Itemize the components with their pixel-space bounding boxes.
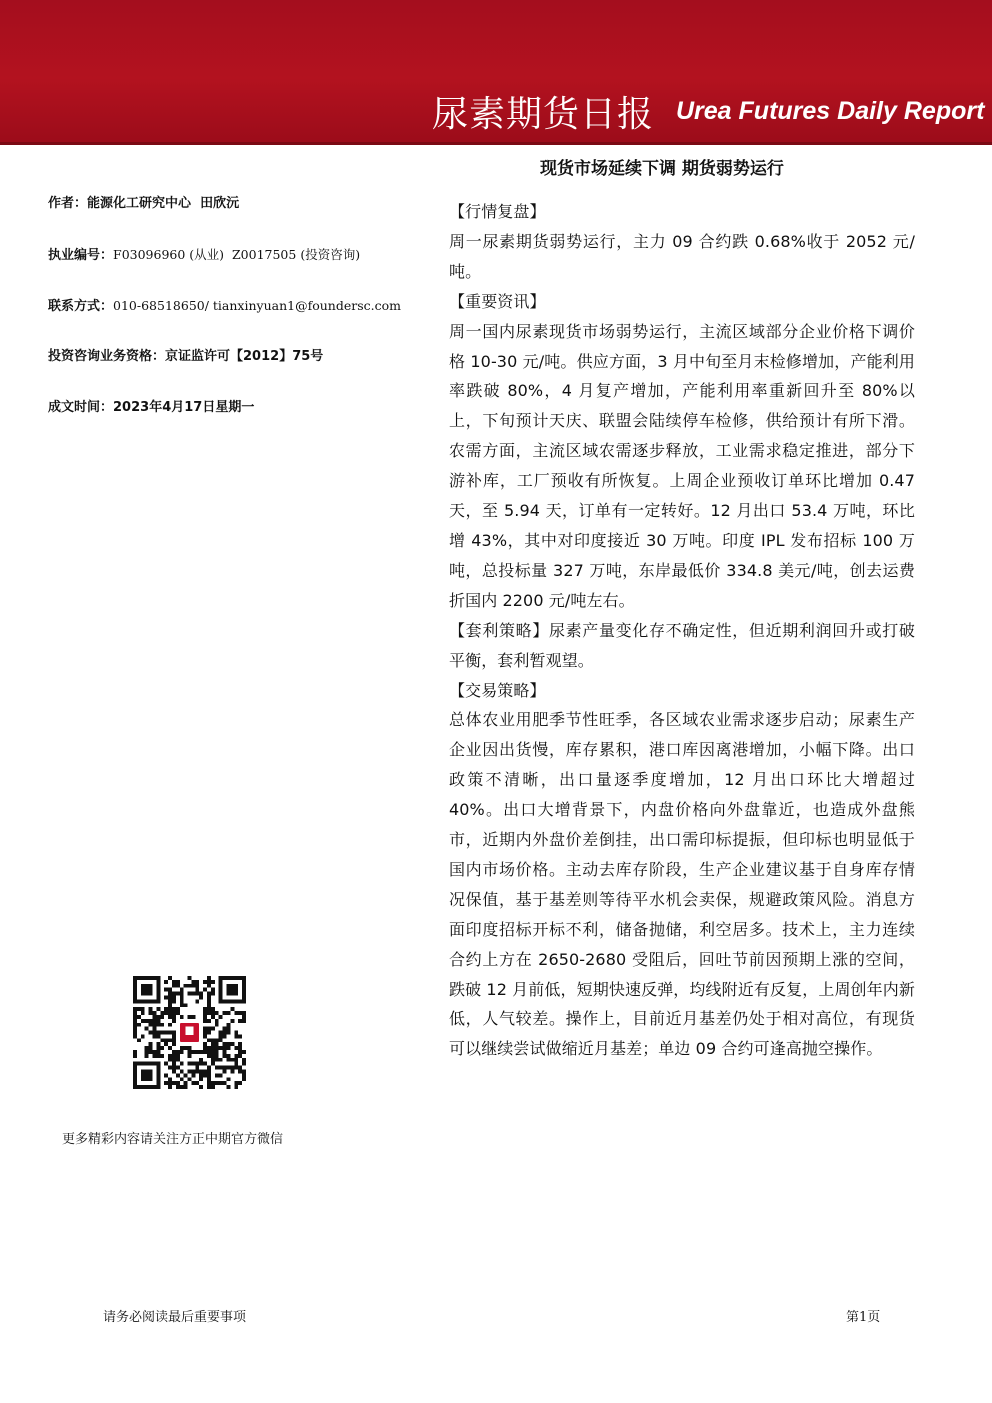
contact-line xyxy=(48,294,448,318)
author-label: 作者： xyxy=(48,196,88,211)
contact-label: 联系方式： xyxy=(48,299,114,314)
section-arbitrage xyxy=(449,616,915,676)
date-line xyxy=(48,396,448,420)
report-subtitle: 现货市场延续下调 期货弱势运行 xyxy=(540,159,784,179)
date-label: 成文时间： xyxy=(48,400,114,415)
section-heading-trading: 【交易策略】 xyxy=(449,680,546,700)
report-title-en: Urea Futures Daily Report xyxy=(676,97,985,125)
report-body xyxy=(449,197,915,1064)
qr-caption: 更多精彩内容请关注方正中期官方微信 xyxy=(62,1132,284,1147)
section-heading-review: 【行情复盘】 xyxy=(449,202,546,221)
section-body-review: 周一尿素期货弱势运行，主力 09 合约跌 0.68%收于 2052 元/吨。 xyxy=(449,231,915,281)
license-line xyxy=(48,243,448,267)
page-number: 第1页 xyxy=(846,1310,881,1325)
header-divider xyxy=(0,142,992,145)
section-heading-news: 【重要资讯】 xyxy=(449,291,546,311)
report-title-cn: 尿素期货日报 xyxy=(432,94,655,135)
qualification-value: 京证监许可【2012】75号 xyxy=(165,349,324,364)
license-value: F03096960 (从业) Z0017505 (投资咨询) xyxy=(113,247,361,262)
author-value: 能源化工研究中心 田欣沅 xyxy=(87,196,240,211)
contact-value: 010-68518650/ tianxinyuan1@foundersc.com xyxy=(113,298,401,313)
section-body-news: 周一国内尿素现货市场弱势运行，主流区域部分企业价格下调价格 10-30 元/吨。供应方面，3 月中旬至月末检修增加，产能利用率跌破 80%，4 月复产增加，产能利用率重新回升至 80%以上，下旬预计天庆、联盟会陆续停车检修，供给预计有所下滑。农需方面，主流区域农需逐步释放，工业需求稳定推进，部分下游补库，工厂预收有所恢复。上周企业预收订单环比增加 0.47 天，至 5.94 天，订单有一定转好。12 月出口 53.4 万吨，环比增 43%，其中对印度接近 30 万吨。印度 IPL 发布招标 100 万吨，总投标量 327 万吨，东岸最低价 334.8 美元/吨，创去运费折国内 2200 元/吨左右。 xyxy=(449,321,915,610)
footer-notice: 请务必阅读最后重要事项 xyxy=(103,1310,247,1325)
qualification-label: 投资咨询业务资格： xyxy=(48,349,166,364)
section-body-arbitrage: 尿素产量变化存不确定性，但近期利润回升或打破平衡，套利暂观望。 xyxy=(449,620,915,670)
section-heading-arbitrage: 【套利策略】 xyxy=(449,620,549,640)
section-body-trading: 总体农业用肥季节性旺季，各区域农业需求逐步启动；尿素生产企业因出货慢，库存累积，港口库因离港增加，小幅下降。出口政策不清晰，出口量逐季度增加，12 月出口环比大增超过 40%。出口大增背景下，内盘价格向外盘靠近，也造成外盘熊市，近期内外盘价差倒挂，出口需印标提振，但印标也明显低于国内市场价格。主动去库存阶段，生产企业建议基于自身库存情况保值，基于基差则等待平水机会卖保，规避政策风险。消息方面印度招标开标不利，储备抛储，利空居多。技术上，主力连续合约上方在 2650-2680 受阻后，回吐节前因预期上涨的空间，跌破 12 月前低，短期快速反弹，均线附近有反复，上周创年内新低，人气较差。操作上，目前近月基差仍处于相对高位，有现货可以继续尝试做缩近月基差；单边 09 合约可逢高抛空操作。 xyxy=(449,710,915,1059)
date-value: 2023年4月17日星期一 xyxy=(113,400,255,415)
qualification-line xyxy=(48,345,448,369)
author-meta xyxy=(48,192,448,447)
license-label: 执业编号： xyxy=(48,248,114,263)
author-line xyxy=(48,192,448,216)
qr-code-icon xyxy=(133,976,246,1089)
